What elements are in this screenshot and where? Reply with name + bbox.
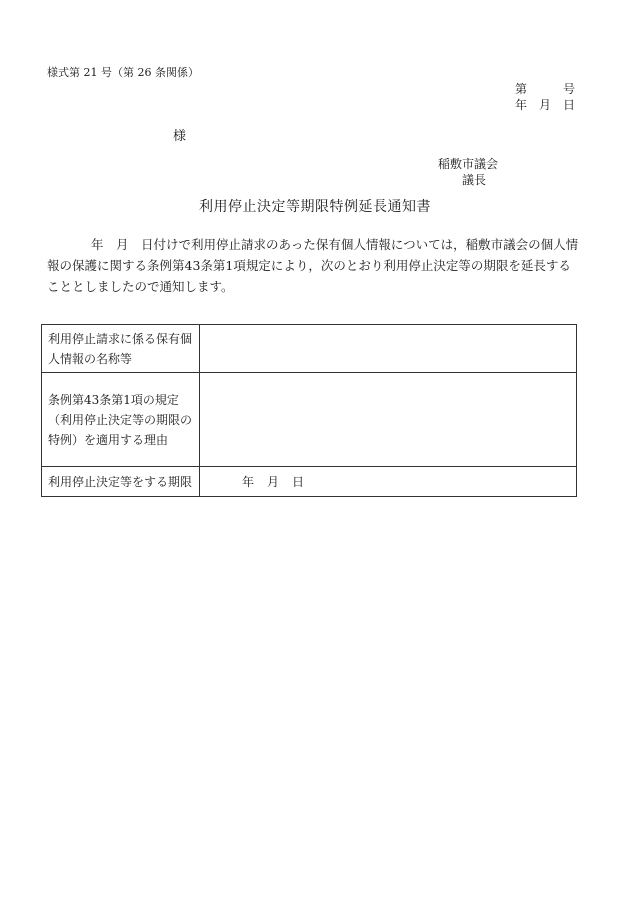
table-row <box>42 467 577 497</box>
details-table <box>41 324 577 497</box>
addressee-suffix: 様 <box>173 129 187 144</box>
document-date: 年 月 日 <box>515 98 576 112</box>
notice-body-text: 年 月 日付けで利用停止請求のあった保有個人情報については，稲敷市議会の個人情報の保護に関する条例第43条第1項規定により，次のとおり利用停止決定等の期限を延長することとしましたので通知します。 <box>47 237 579 294</box>
row-label-reason: 条例第43条第1項の規定（利用停止決定等の期限の特例）を適用する理由 <box>42 373 200 467</box>
row-label-deadline: 利用停止決定等をする期限 <box>42 467 200 497</box>
row-value-deadline: 年 月 日 <box>200 467 577 497</box>
row-label-info-name: 利用停止請求に係る保有個人情報の名称等 <box>42 325 200 373</box>
document-title: 利用停止決定等期限特例延長通知書 <box>199 199 431 215</box>
form-number: 様式第 21 号（第 26 条関係） <box>47 66 199 79</box>
row-value-info-name <box>200 325 577 373</box>
sender-title: 議長 <box>462 173 487 187</box>
sender-organization: 稲敷市議会 <box>438 157 499 171</box>
document-number: 第 号 <box>515 82 576 96</box>
table-row <box>42 325 577 373</box>
table-row <box>42 373 577 467</box>
row-value-reason <box>200 373 577 467</box>
notice-body <box>47 234 581 297</box>
